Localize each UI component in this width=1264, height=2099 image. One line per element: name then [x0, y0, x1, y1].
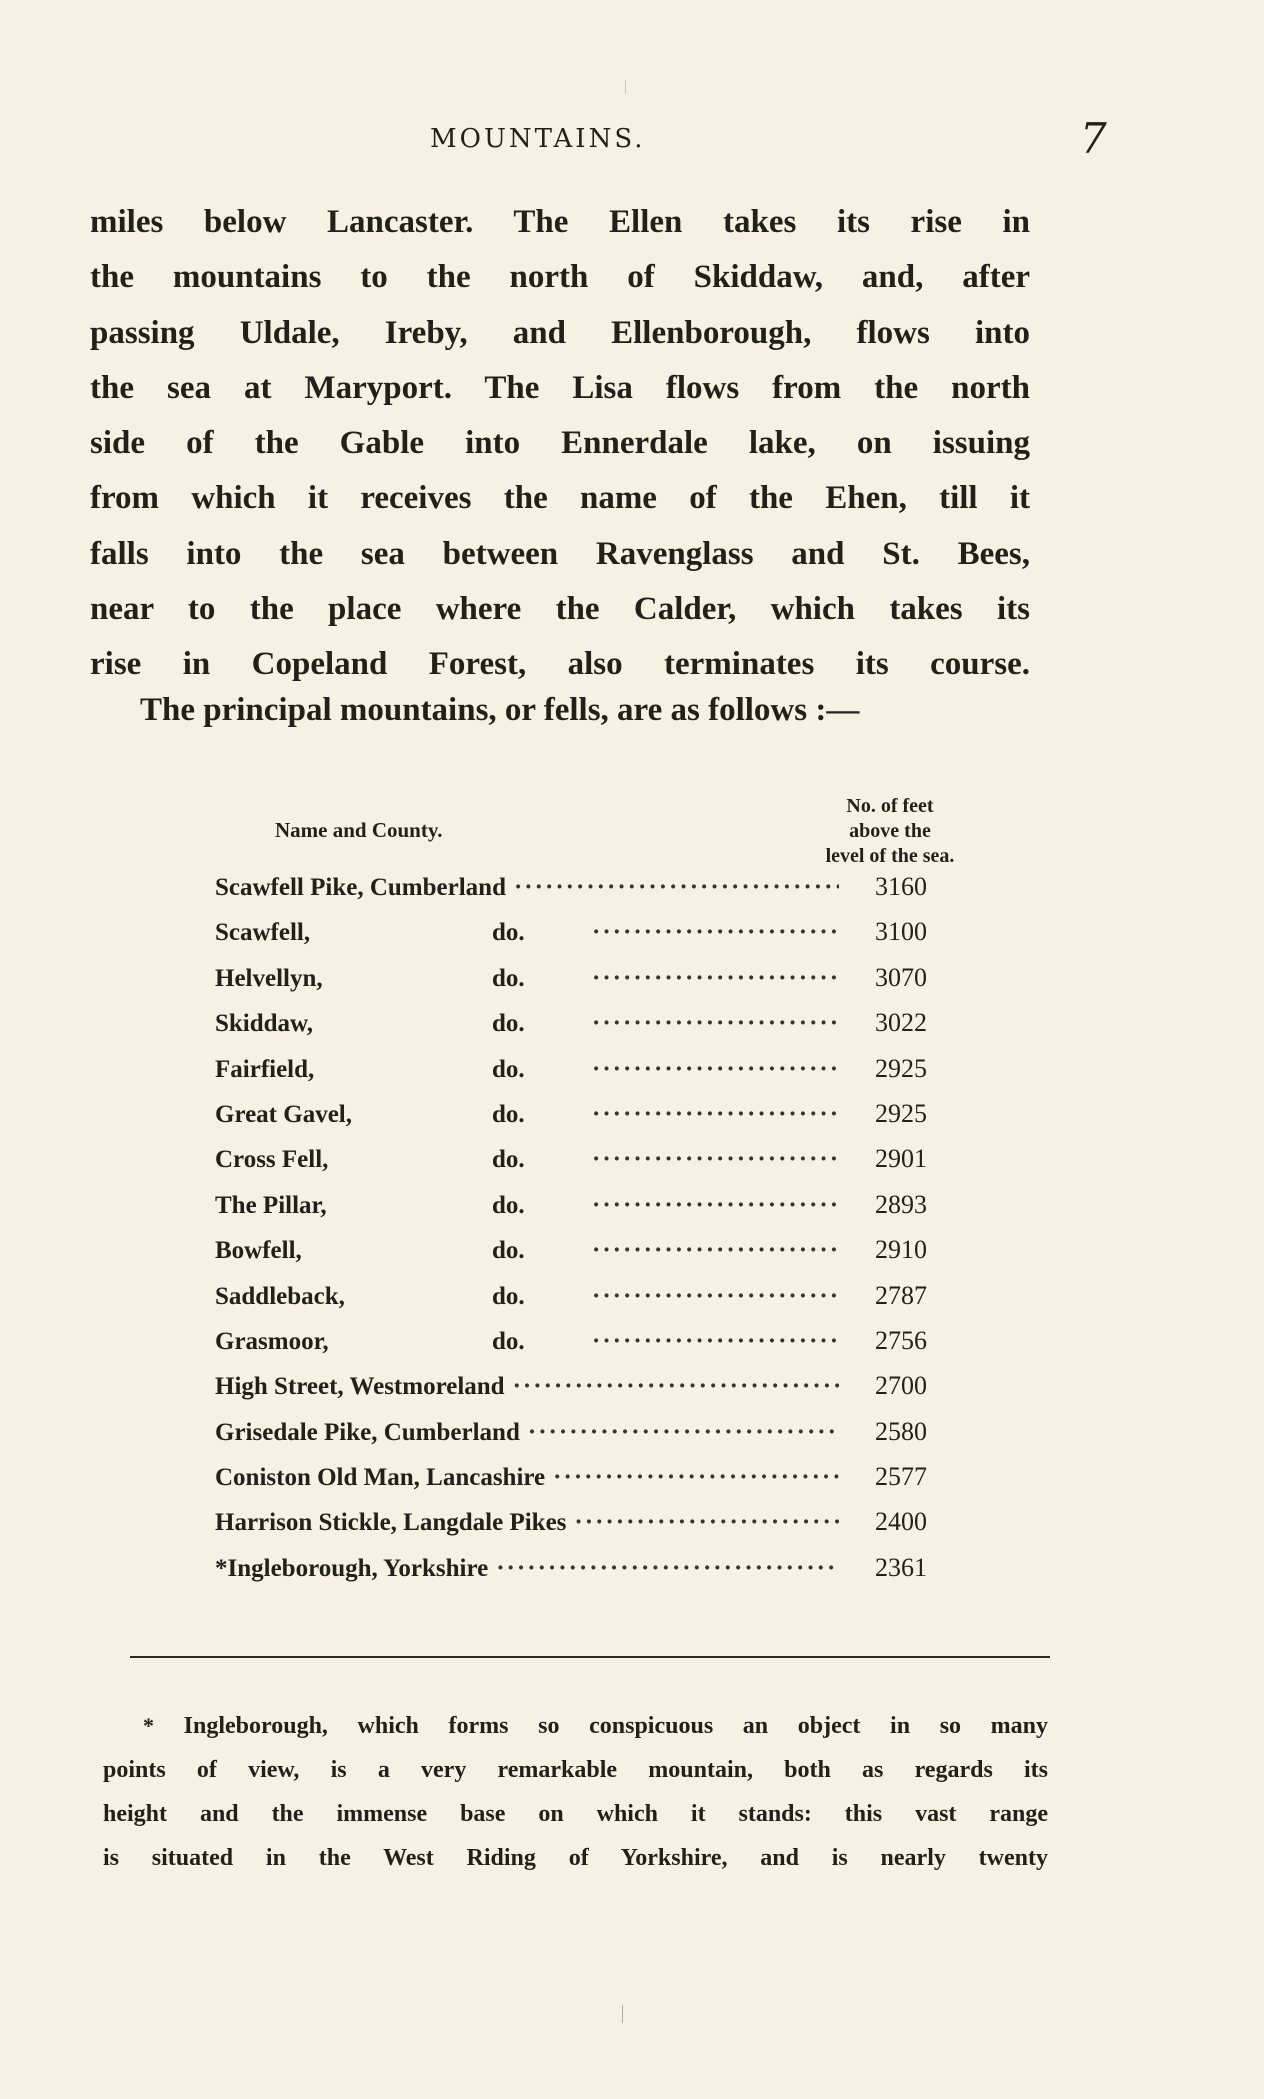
footnote-marker: * [143, 1713, 154, 1738]
dot-leader [592, 1010, 839, 1038]
mountain-name: Grisedale Pike, Cumberland [215, 1418, 520, 1446]
mountain-name: Scawfell, [215, 919, 311, 947]
body-line: from which it receives the name of the Ehen, till it [90, 480, 1030, 517]
dot-leader [592, 919, 839, 947]
dot-leader [553, 1464, 839, 1492]
table-row [215, 917, 927, 962]
mountain-height: 2925 [875, 1053, 927, 1083]
column-header-feet [780, 794, 1000, 869]
mountain-name: Saddleback, [215, 1282, 345, 1310]
dot-leader [592, 1146, 839, 1174]
column-header-feet-line: level of the sea. [825, 845, 955, 867]
mountain-county: do. [492, 1055, 525, 1083]
page-number: 7 [1080, 114, 1107, 163]
dot-leader [496, 1555, 839, 1583]
table-row [215, 1190, 927, 1235]
mountain-height: 3070 [875, 962, 927, 992]
mountain-name: *Ingleborough, Yorkshire [215, 1554, 489, 1582]
body-line: the mountains to the north of Skiddaw, and, after [90, 259, 1030, 296]
mountain-table [215, 872, 927, 1598]
body-line: side of the Gable into Ennerdale lake, on issuing [90, 425, 1030, 462]
page-speck [625, 80, 626, 94]
table-row [215, 1008, 927, 1053]
body-line: passing Uldale, Ireby, and Ellenborough, flows into [90, 314, 1030, 351]
table-row [215, 1326, 927, 1371]
footnote-rule [130, 1656, 1050, 1658]
mountain-height: 2577 [875, 1462, 927, 1492]
mountain-name: Great Gavel, [215, 1100, 352, 1128]
mountain-height: 2910 [875, 1235, 927, 1265]
mountain-height: 2901 [875, 1144, 927, 1174]
table-row [215, 1553, 927, 1598]
dot-leader [592, 1101, 839, 1129]
mountain-name: The Pillar, [215, 1191, 327, 1219]
mountain-county: do. [492, 964, 525, 992]
body-line: rise in Copeland Forest, also terminates its course. [90, 646, 1030, 683]
body-line: near to the place where the Calder, which takes its [90, 591, 1030, 628]
dot-leader [592, 1237, 839, 1265]
dot-leader [592, 1283, 839, 1311]
mountain-height: 2400 [875, 1507, 927, 1537]
mountain-name: Harrison Stickle, Langdale Pikes [215, 1509, 567, 1537]
column-header-feet-line: above the [849, 820, 931, 842]
mountain-county: do. [492, 1191, 525, 1219]
mountain-name: Helvellyn, [215, 964, 323, 992]
table-row [215, 1371, 927, 1416]
mountain-name: Grasmoor, [215, 1327, 329, 1355]
footnote-line: is situated in the West Riding of Yorkshire, and is nearly twenty [103, 1845, 1048, 1871]
footnote-line [103, 1704, 1048, 1748]
table-intro: The principal mountains, or fells, are as follows :— [140, 692, 860, 728]
mountain-height: 2787 [875, 1280, 927, 1310]
mountain-height: 2925 [875, 1098, 927, 1128]
mountain-name: Bowfell, [215, 1237, 302, 1265]
mountain-county: do. [492, 1237, 525, 1265]
mountain-height: 3160 [875, 872, 927, 901]
mountain-height: 2893 [875, 1189, 927, 1219]
dot-leader [528, 1419, 839, 1447]
table-row [215, 1054, 927, 1099]
mountain-name: High Street, Westmoreland [215, 1373, 505, 1401]
dot-leader [592, 1192, 839, 1220]
table-row [215, 1417, 927, 1462]
mountain-height: 2580 [875, 1416, 927, 1446]
table-row [215, 872, 927, 917]
table-row [215, 1462, 927, 1507]
mountain-county: do. [492, 919, 525, 947]
body-line: falls into the sea between Ravenglass and St. Bees, [90, 535, 1030, 572]
mountain-height: 3022 [875, 1008, 927, 1038]
mountain-name: Coniston Old Man, Lancashire [215, 1464, 546, 1492]
footnote-line: height and the immense base on which it stands: this vast range [103, 1801, 1048, 1827]
body-line: miles below Lancaster. The Ellen takes its rise in [90, 204, 1030, 240]
body-paragraph [90, 195, 1030, 693]
table-row [215, 1235, 927, 1280]
dot-leader [513, 1373, 839, 1401]
dot-leader [574, 1509, 839, 1537]
column-header-feet-line: No. of feet [846, 795, 934, 817]
dot-leader [592, 1328, 839, 1356]
mountain-height: 2700 [875, 1371, 927, 1401]
running-title: MOUNTAINS. [430, 124, 646, 154]
body-line: the sea at Maryport. The Lisa flows from the north [90, 369, 1030, 406]
mountain-height: 2756 [875, 1325, 927, 1355]
dot-leader [592, 1056, 839, 1084]
mountain-county: do. [492, 1146, 525, 1174]
mountain-name: Skiddaw, [215, 1010, 313, 1038]
table-row [215, 963, 927, 1008]
mountain-height: 2361 [875, 1552, 927, 1582]
mountain-name: Cross Fell, [215, 1146, 329, 1174]
footnote-text: Ingleborough, which forms so conspicuous an object in so many [183, 1713, 1049, 1739]
mountain-name: Fairfield, [215, 1055, 315, 1083]
column-header-name: Name and County. [275, 818, 443, 842]
mountain-county: do. [492, 1010, 525, 1038]
mountain-county: do. [492, 1327, 525, 1355]
mountain-county: do. [492, 1100, 525, 1128]
page-speck [622, 2005, 623, 2023]
table-row [215, 1144, 927, 1189]
table-row [215, 1281, 927, 1326]
table-row [215, 1507, 927, 1552]
dot-leader [514, 874, 839, 902]
mountain-name: Scawfell Pike, Cumberland [215, 874, 506, 901]
dot-leader [592, 965, 839, 993]
mountain-county: do. [492, 1282, 525, 1310]
footnote-line: points of view, is a very remarkable mountain, both as regards its [103, 1757, 1048, 1783]
footnote [103, 1704, 1048, 1880]
table-row [215, 1099, 927, 1144]
mountain-height: 3100 [875, 917, 927, 947]
